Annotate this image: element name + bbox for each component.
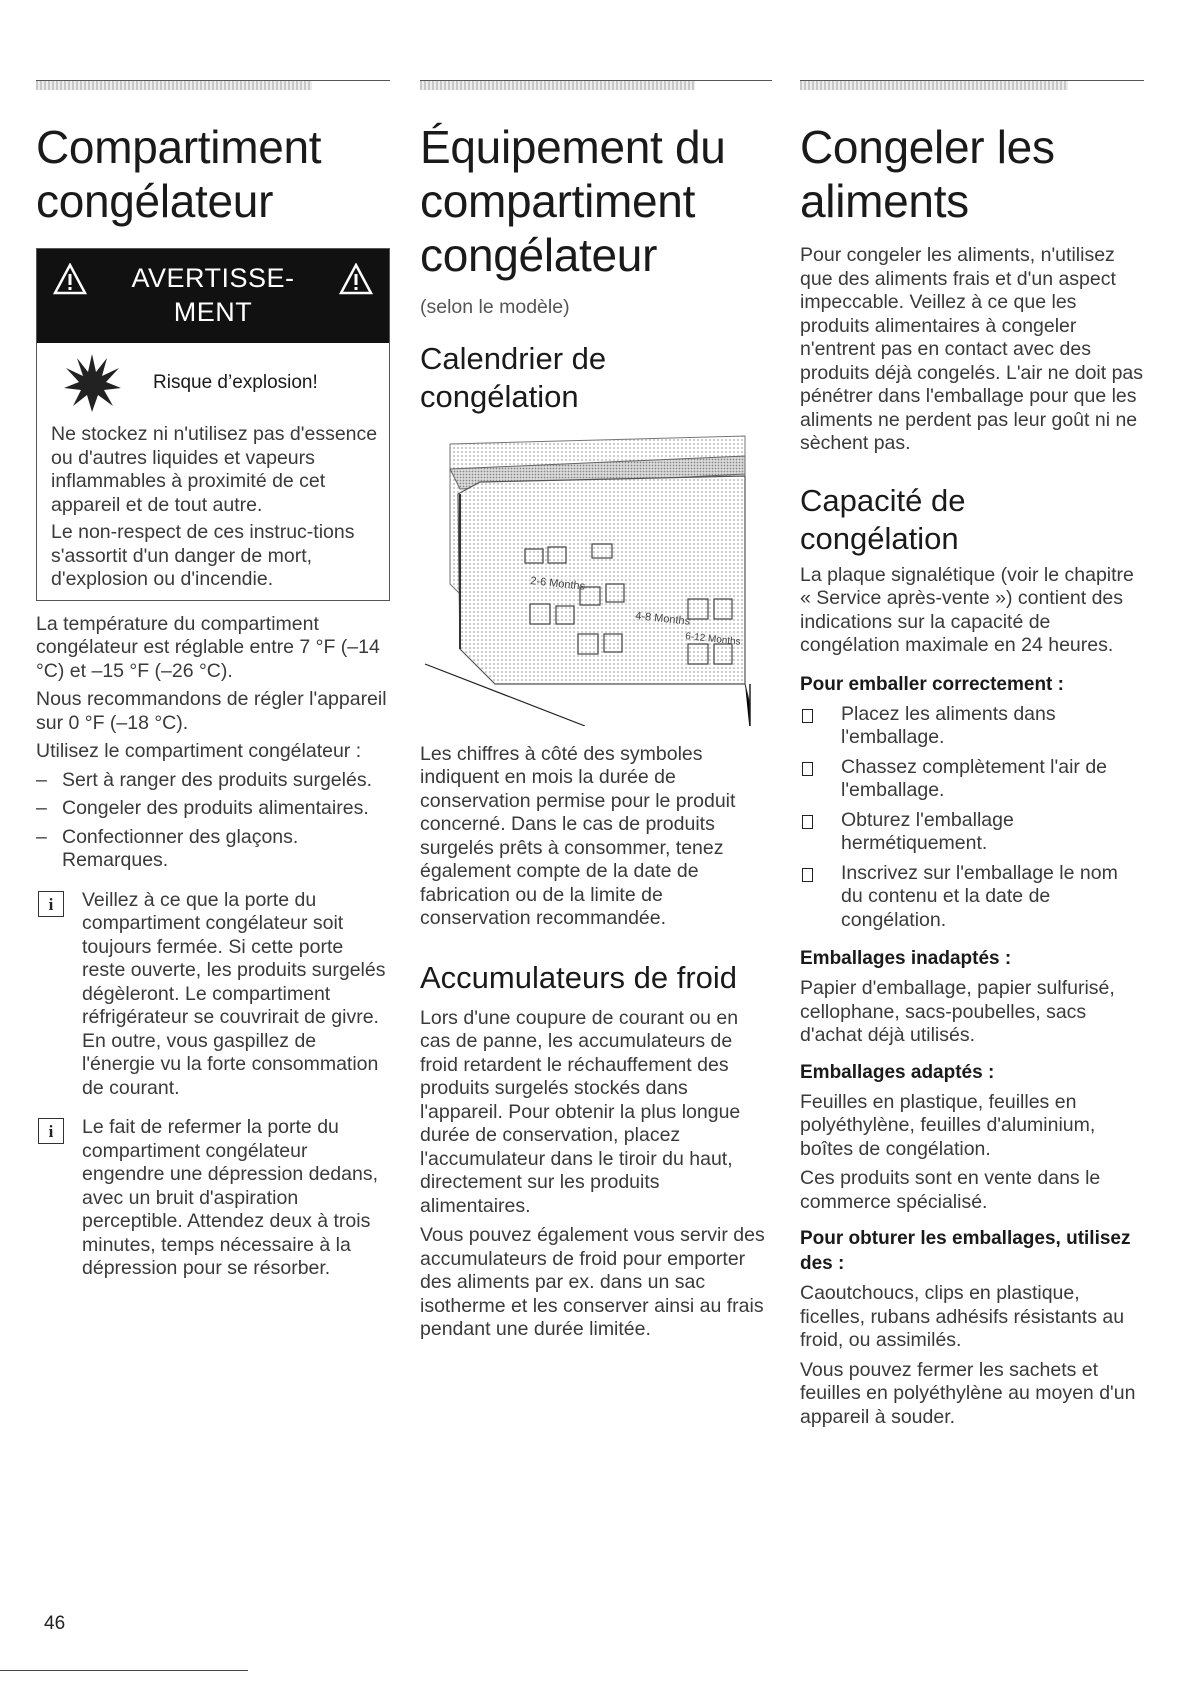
section-title [800,120,1144,228]
section-title [36,120,390,228]
list-item-text: Congeler des produits alimentaires. [62,797,369,819]
warning-text: Ne stockez ni n'utilisez pas d'essence ou d'autres liquides et vapeurs inflammables à proximité de cet appareil et de tout autre. [51,423,378,516]
figure-label: 4-8 Months [634,609,691,628]
warning-text: Le non-respect de ces instruc-tions s'assortit d'un danger de mort, d'explosion ou d'incendie. [51,521,355,590]
page-number: 46 [44,1613,66,1634]
list-item-text: Chassez complètement l'air de l'emballage. [841,755,1108,801]
list-item-text: Placez les aliments dans l'emballage. [841,702,1056,748]
warning-header [37,249,389,343]
list-item [800,703,1144,750]
subsection-title: Accumulateurs de froid [420,959,738,995]
paragraph: Les chiffres à côté des symboles indiquent en mois la durée de conservation permise pour le produit concerné. Dans le cas de produits surgelés prêts à consommer, tenez également compte de la date de fabrication ou de la limite de conservation recommandée. [420,742,736,929]
paragraph: Utilisez le compartiment congélateur : [36,740,362,762]
warning-body [37,343,389,600]
note-text: Le fait de refermer la porte du compartiment congélateur engendre une dépression dedans, avec un bruit d'aspiration perceptible. Attendez deux à trois minutes, temps nécessaire à la dépression pour se résorber. [82,1116,378,1279]
subheading: Emballages inadaptés : [800,948,1012,969]
title-line: congélation [800,520,959,556]
list-item-text: Confectionner des glaçons. Remarques. [62,825,299,871]
subheading: Pour emballer correctement : [800,673,1064,695]
info-icon: i [38,1118,64,1144]
checkbox-icon [802,815,813,829]
packing-steps [800,703,1144,933]
column-rule [36,80,390,91]
paragraph: Ces produits sont en vente dans le commerce spécialisé. [800,1167,1101,1213]
paragraph: Papier d'emballage, papier sulfurisé, cellophane, sacs-poubelles, sacs d'achat déjà utilisés. [800,977,1115,1046]
title-line: congélation [420,378,579,414]
paragraph: Nous recommandons de régler l'appareil sur 0 °F (–18 °C). [36,688,387,734]
checkbox-icon [802,868,813,882]
section-title [420,120,772,282]
model-note: (selon le modèle) [420,296,570,318]
column-rule [420,80,772,91]
title-line: Calendrier de [420,340,607,376]
list-item [800,862,1144,933]
title-line: Congeler les [800,121,1055,173]
list-item: – Sert à ranger des produits surgelés. [36,768,373,791]
explosion-icon [61,352,123,414]
subsection-title [800,482,1144,558]
paragraph: Feuilles en plastique, feuilles en polyéthylène, feuilles d'aluminium, boîtes de congélation. [800,1090,1096,1160]
list-item-text: Obturez l'emballage hermétiquement. [841,808,1014,854]
paragraph: Pour congeler les aliments, n'utilisez que des aliments frais et d'un aspect impeccable. Veillez à ce que les produits alimentaires à congeler n'entrent pas en contact avec des produits déjà congelés. L'air ne doit pas pénétrer dans l'emballage pour que les aliments ne perdent pas leur goût ni ne sèchent pas. [800,244,1144,454]
list-item: – Congeler des produits alimentaires. [36,797,369,819]
checkbox-icon [802,709,813,723]
checkbox-icon [802,762,813,776]
title-line: Compartiment [36,121,322,173]
figure-label: 2-6 Months [529,574,586,593]
uses-list [36,769,390,873]
warning-title: MENT [173,297,253,327]
list-item [800,756,1144,803]
column-freezer-equipment [420,120,772,1342]
warning-triangle-icon [339,263,373,295]
paragraph: La plaque signalétique (voir le chapitre « Service après-vente ») contient des indications sur la capacité de congélation maximale en 24 heures. [800,563,1134,656]
column-rule [800,80,1144,91]
title-line: congélateur [420,229,658,281]
freezer-calendar-illustration [420,434,772,726]
subsection-title [420,340,772,416]
title-line: Équipement du [420,121,726,173]
title-line: Capacité de [800,482,966,518]
paragraph: Vous pouvez également vous servir des accumulateurs de froid pour emporter des aliments par ex. dans un sac isotherme et les conserver ainsi au frais pendant une durée limitée. [420,1224,765,1340]
warning-title: AVERTISSE- [131,263,295,293]
title-line: aliments [800,175,969,227]
list-item: – Confectionner des glaçons. Remarques. [36,826,390,873]
info-icon: i [38,891,64,917]
column-freezing-food [800,120,1144,1429]
paragraph: Vous pouvez fermer les sachets et feuilles en polyéthylène au moyen d'un appareil à souder. [800,1358,1136,1428]
subheading: Emballages adaptés : [800,1061,995,1083]
paragraph: Lors d'une coupure de courant ou en cas de panne, les accumulateurs de froid retardent le réchauffement des produits surgelés stockés dans l'appareil. Pour obtenir la plus longue durée de conservation, placez l'accumulateur dans le tiroir du haut, directement sur les produits alimentaires. [420,1006,741,1217]
hazard-row [51,343,379,423]
note [36,889,390,1101]
list-item-text: Inscrivez sur l'emballage le nom du contenu et la date de congélation. [841,861,1118,931]
paragraph: La température du compartiment congélateur est réglable entre 7 °F (–14 °C) et –15 °F (–26 °C). [36,612,380,682]
title-line: congélateur [36,175,274,227]
note-text: Veillez à ce que la porte du compartiment congélateur soit toujours fermée. Si cette porte reste ouverte, les produits surgelés dégèleront. Le compartiment réfrigérateur se couvrirait de givre. En outre, vous gaspillez de l'énergie vu la forte consommation de courant. [82,888,386,1099]
paragraph: Caoutchoucs, clips en plastique, ficelles, rubans adhésifs résistants au froid, ou assimilés. [800,1282,1125,1351]
column-freezer-compartment [36,120,390,1281]
list-item [800,809,1144,856]
title-line: compartiment [420,175,696,227]
warning-box [36,248,390,601]
subheading: Pour obturer les emballages, utilisez des : [800,1228,1131,1274]
note [36,1116,390,1281]
hazard-label: Risque d’explosion! [153,372,318,393]
figure-label: 6-12 Months [684,630,742,648]
list-item-text: Sert à ranger des produits surgelés. [62,768,373,791]
bottom-rule [0,1670,248,1671]
